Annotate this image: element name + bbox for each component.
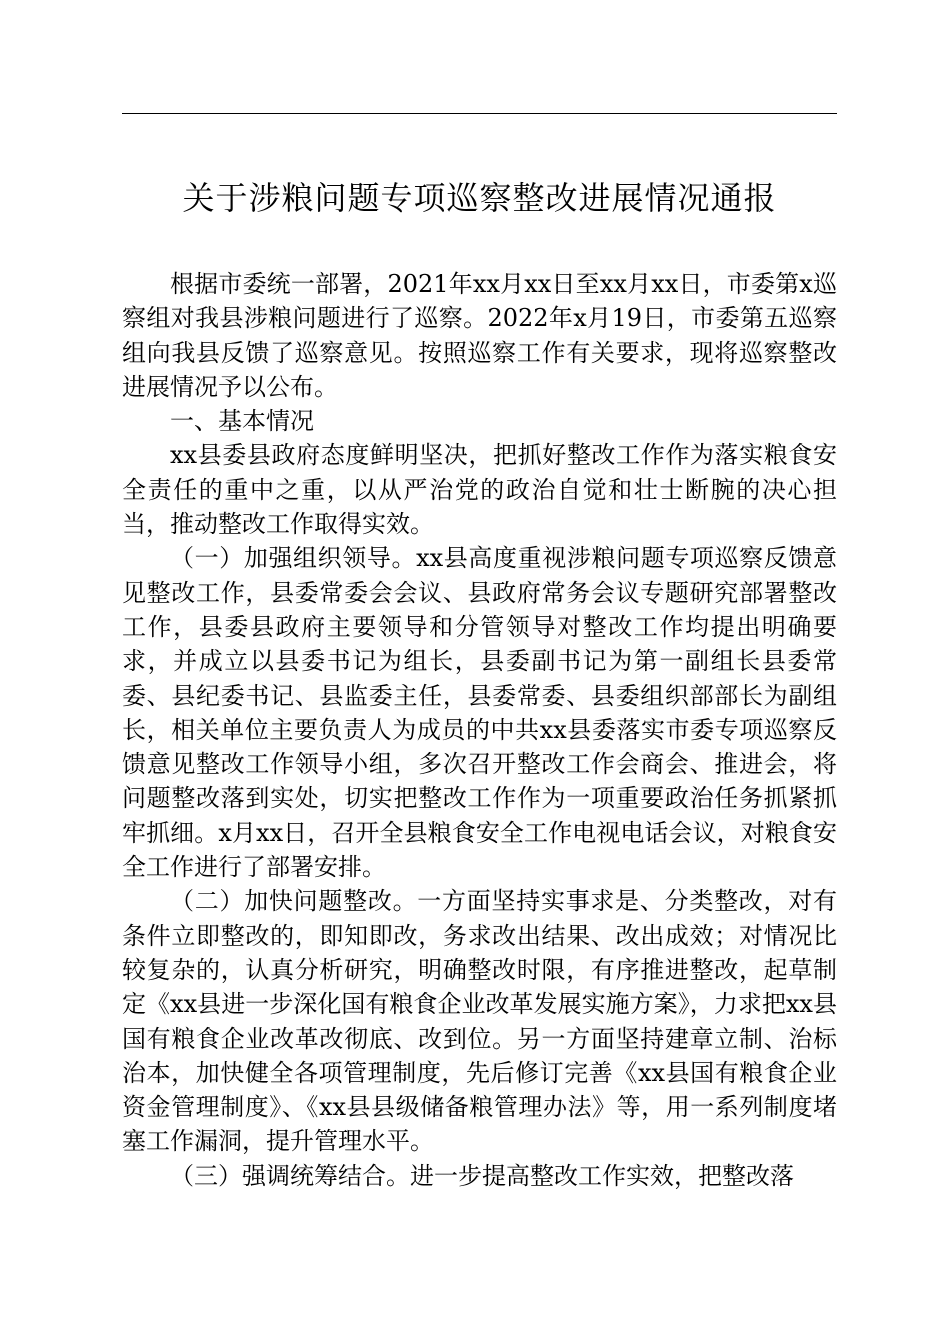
section-heading-basic-situation: 一、基本情况 xyxy=(170,407,314,436)
document-body xyxy=(122,267,837,1193)
paragraph-problem-rectification: （二）加快问题整改。一方面坚持实事求是、分类整改，对有条件立即整改的，即知即改，务求改出结果、改出成效；对情况比较复杂的，认真分析研究，明确整改时限，有序推进整改，起草制定《xx县进一步深化国有粮食企业改革发展实施方案》，力求把xx县国有粮食企业改革改彻底、改到位。另一方面坚持建章立制、治标治本，加快健全各项管理制度，先后修订完善《xx县国有粮食企业资金管理制度》、《xx县县级储备粮管理办法》等，用一系列制度堵塞工作漏洞，提升管理水平。 xyxy=(122,887,837,1156)
paragraph-intro: 根据市委统一部署，2021年xx月xx日至xx月xx日，市委第x巡察组对我县涉粮问题进行了巡察。2022年x月19日，市委第五巡察组向我县反馈了巡察意见。按照巡察工作有关要求，现将巡察整改进展情况予以公布。 xyxy=(122,270,837,401)
paragraph-coordination: （三）强调统筹结合。进一步提高整改工作实效，把整改落 xyxy=(170,1161,794,1190)
paragraph-overview: xx县委县政府态度鲜明坚决，把抓好整改工作作为落实粮食安全责任的重中之重，以从严治党的政治自觉和壮士断腕的决心担当，推动整改工作取得实效。 xyxy=(122,441,837,539)
paragraph-organization-leadership: （一）加强组织领导。xx县高度重视涉粮问题专项巡察反馈意见整改工作，县委常委会会议、县政府常务会议专题研究部署整改工作，县委县政府主要领导和分管领导对整改工作均提出明确要求，并成立以县委书记为组长，县委副书记为第一副组长县委常委、县纪委书记、县监委主任，县委常委、县委组织部部长为副组长，相关单位主要负责人为成员的中共xx县委落实市委专项巡察反馈意见整改工作领导小组，多次召开整改工作会商会、推进会，将问题整改落到实处，切实把整改工作作为一项重要政治任务抓紧抓牢抓细。x月xx日，召开全县粮食安全工作电视电话会议，对粮食安全工作进行了部署安排。 xyxy=(122,544,837,882)
header-rule xyxy=(122,113,837,114)
document-title: 关于涉粮问题专项巡察整改进展情况通报 xyxy=(182,179,777,217)
